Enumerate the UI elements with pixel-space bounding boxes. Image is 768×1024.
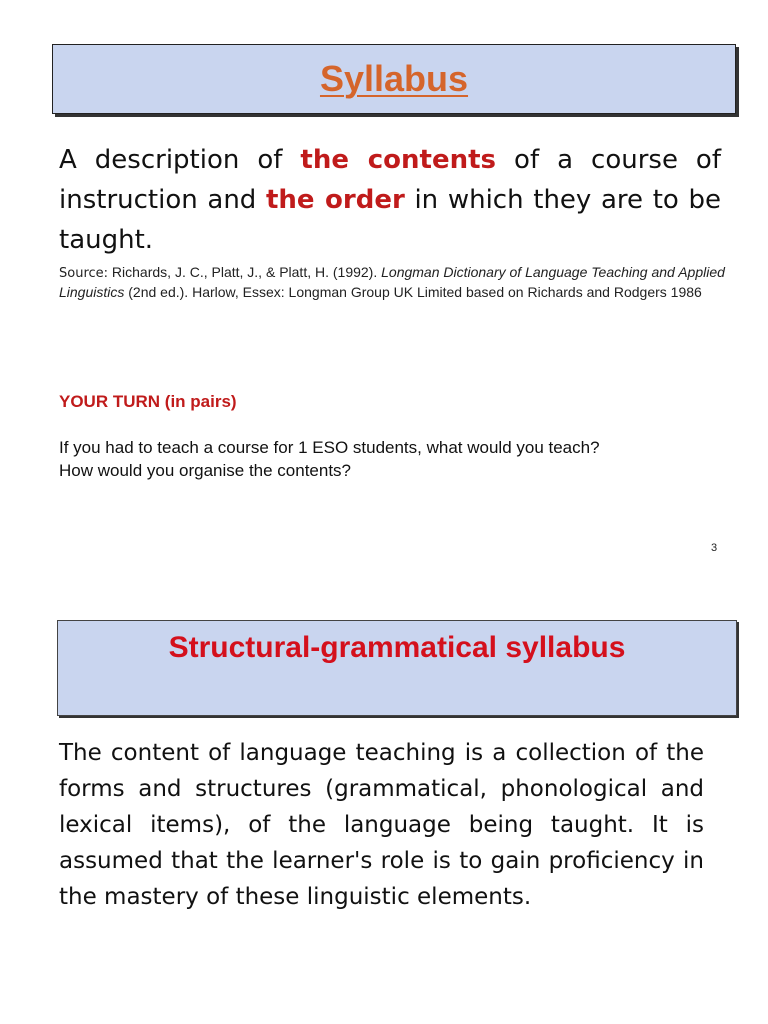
highlight-contents: the contents [300,145,497,175]
title-box [57,620,737,716]
book-title: Longman Dictionary of Language Teaching and Applied Linguistics [59,264,725,300]
activity-question [59,436,739,482]
highlight-order: the order [265,185,405,215]
slide-structural-grammatical [0,575,768,1024]
definition-text: A description of [59,145,301,175]
page-number: 3 [711,542,718,554]
citation-text: (2nd ed.). Harlow, Essex: Longman Group UK Limited based on Richards and Rodgers 1986 [124,284,702,300]
question-line: If you had to teach a course for 1 ESO students, what would you teach? [59,438,600,457]
source-citation [59,263,729,302]
definition-text: of a course of instruction and [59,145,721,215]
citation-text: Richards, J. C., Platt, J., & Platt, H. (1992). [108,264,382,280]
definition-text: in which they are to be taught. [59,185,721,255]
source-label: Source: [59,266,109,281]
definition-paragraph [59,140,721,260]
title-box [52,44,736,114]
slide-title: Syllabus [319,58,469,99]
slide-title: Structural-grammatical syllabus [168,631,626,664]
question-line: How would you organise the contents? [59,461,352,480]
body-paragraph: The content of language teaching is a collection of the forms and structures (grammatical, phonological and lexical items), of the language being taught. It is assumed that the learner's role is to gain proficiency in the mastery of these linguistic elements. [59,740,704,910]
your-turn-heading: YOUR TURN (in pairs) [59,392,237,411]
